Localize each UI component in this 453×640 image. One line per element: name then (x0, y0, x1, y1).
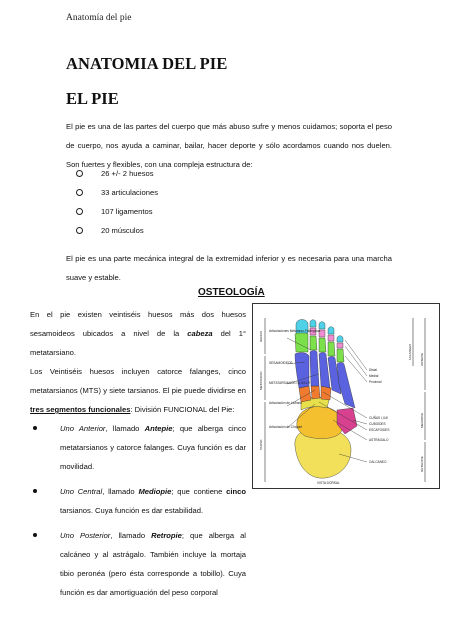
proximal-phalanx-3 (319, 338, 326, 352)
section-title-osteologia: OSTEOLOGÍA (198, 287, 265, 298)
osteology-paragraph-2: Los Veintiséis huesos incluyen catorce falanges, cinco metatarsianos (MTS) y siete tarsianos. El pie puede dividirse en tres segmentos funcionales: División FUNCIONAL del Pie: (30, 367, 246, 414)
middle-phalanx-4 (328, 335, 334, 341)
list-item: 20 músculos (76, 221, 158, 240)
label-medial: Medial (369, 374, 379, 378)
region-label-metatarso: METATARSO (259, 371, 263, 390)
foot-bones-diagram (253, 304, 439, 488)
distal-phalanx-3 (319, 322, 325, 329)
list-item: Uno Posterior, llamado Retropie; que alberga al calcáneo y al astrágalo. También incluye la mortaja tibio peronéa (pero ésta corresponde a tobillo). Cuya función es dar amortiguación del peso corporal (30, 526, 246, 602)
proximal-phalanx-4 (328, 342, 335, 356)
functional-segments-list (30, 419, 246, 602)
label-articulaciones-mtf: Articulaciones Metatarso-Falángicas (269, 329, 321, 333)
region-label-retropie: RETROPIE (420, 456, 424, 472)
structure-list (76, 164, 158, 240)
list-item: 26 +/- 2 huesos (76, 164, 158, 183)
bullet-icon (33, 489, 37, 493)
bullet-icon (33, 533, 37, 537)
talus-bone (297, 407, 343, 439)
proximal-phalanx-1 (295, 333, 308, 353)
region-label-antepie: ANTEPIE (420, 352, 424, 366)
list-item: Uno Anterior, llamado Antepie; que alberga cinco metatarsianos y catorce falanges. Cuya función es dar movilidad. (30, 419, 246, 476)
distal-phalanx-5 (337, 336, 343, 342)
osteology-text-column (30, 305, 246, 608)
circle-bullet-icon (76, 170, 83, 177)
circle-bullet-icon (76, 189, 83, 196)
proximal-phalanx-5 (337, 349, 344, 362)
label-proximal: Proximal (369, 380, 382, 384)
list-item: 33 articulaciones (76, 183, 158, 202)
label-lisfranc: Articulación de Lisfranc (269, 401, 302, 405)
list-item: 107 ligamentos (76, 202, 158, 221)
foot-bones-figure (252, 303, 440, 489)
label-cuboides: CUBOIDES (369, 422, 386, 426)
running-header: Anatomía del pie (66, 13, 132, 23)
page-title: ANATOMIA DEL PIE (66, 54, 228, 73)
label-chopart: Articulación de Chopart (269, 425, 303, 429)
region-label-falanges: FALANGES (408, 343, 412, 360)
distal-phalanx-2 (310, 320, 316, 327)
label-escafoides: ESCAFOIDES (369, 428, 390, 432)
list-item: Uno Central, llamado Mediopie; que contiene cinco tarsianos. Cuya función es dar estabilidad. (30, 482, 246, 520)
metatarsal-bone-5 (337, 363, 355, 409)
metatarsal-bone-2 (310, 351, 319, 387)
intro-paragraph: El pie es una de las partes del cuerpo que más abuso sufre y menos cuidamos; soporta el peso de cuerpo, nos ayuda a caminar, bailar, hacer deporte y sólo acordamos cuando nos duelen. Son fuertes y flexibles, con una compleja estructura de: (66, 122, 392, 169)
paragraph-mechanics: El pie es una parte mecánica integral de la extremidad inferior y es necesaria para una marcha suave y estable. (66, 254, 392, 282)
region-label-dedos: DEDOS (259, 330, 263, 342)
section-heading-el-pie: EL PIE (66, 89, 119, 108)
proximal-phalanx-2 (310, 336, 317, 350)
label-astragalo: ASTRAGALO (369, 438, 389, 442)
bullet-icon (33, 426, 37, 430)
region-label-mediopie: MEDIOPIE (420, 412, 424, 428)
cuneiform-bone-3 (321, 386, 331, 400)
label-metatarsianos: METATARSIANOS I,II,III,IV,V (269, 381, 311, 385)
cuneiform-bone-1 (299, 386, 311, 402)
region-label-tarso: TARSO (259, 439, 263, 450)
figure-caption: VISTA DORSAL (317, 481, 340, 485)
label-sesamoideos: SESAMOIDEOS (269, 361, 293, 365)
label-distal: Distal (369, 368, 377, 372)
circle-bullet-icon (76, 208, 83, 215)
circle-bullet-icon (76, 227, 83, 234)
distal-phalanx-4 (328, 327, 334, 334)
middle-phalanx-5 (337, 343, 343, 348)
osteology-paragraph-1: En el pie existen veintiséis huesos más dos huesos sesamoideos ubicados a nivel de la cabeza del 1° metatarsiano. (30, 310, 246, 357)
label-cunas: CUÑAS I,II,III (369, 416, 389, 420)
label-calcaneo: CALCANEO (369, 460, 387, 464)
cuneiform-bone-2 (311, 386, 320, 399)
